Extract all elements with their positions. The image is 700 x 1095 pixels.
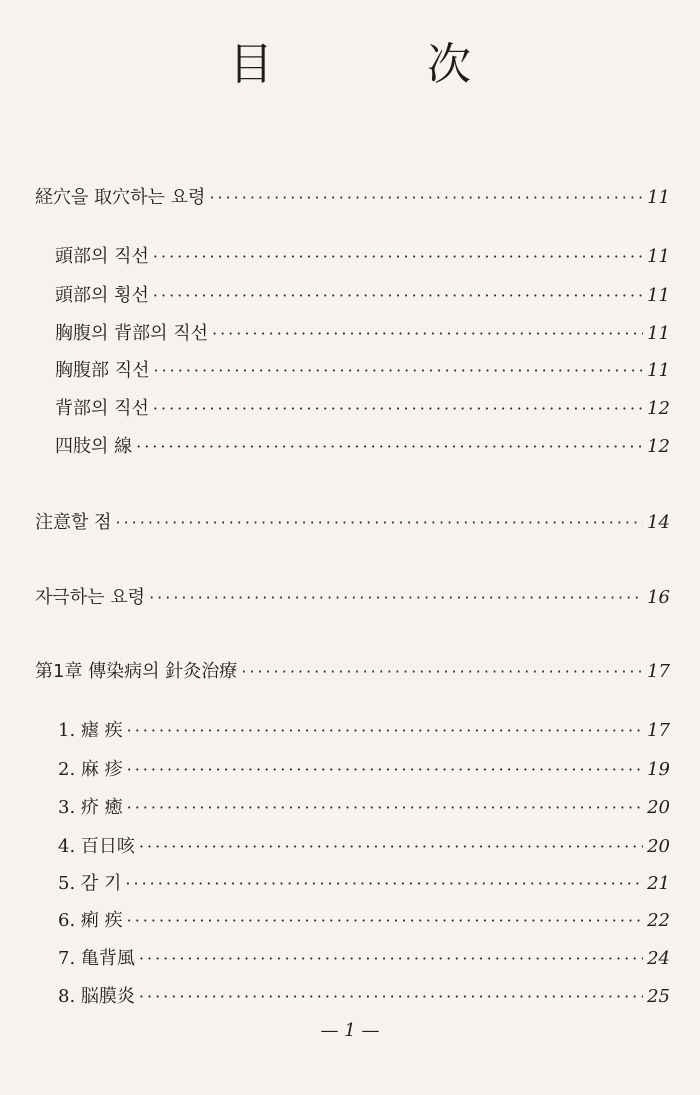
toc-page-number: 20 bbox=[647, 836, 670, 857]
leader-dots bbox=[212, 324, 643, 343]
toc-page-number: 11 bbox=[647, 246, 670, 267]
toc-chapter-item[interactable] bbox=[58, 869, 670, 895]
toc-page-number: 14 bbox=[647, 512, 670, 533]
toc-entry-label: 背部의 직선 bbox=[55, 398, 149, 419]
leader-dots bbox=[139, 987, 643, 1006]
toc-page-number: 11 bbox=[647, 360, 670, 381]
toc-page-number: 12 bbox=[647, 398, 670, 419]
leader-dots bbox=[241, 662, 643, 681]
toc-entry-label: 頭部의 직선 bbox=[55, 246, 149, 267]
toc-entry-label: 四肢의 線 bbox=[55, 436, 133, 457]
leader-dots bbox=[153, 286, 643, 305]
toc-chapter-item[interactable] bbox=[58, 982, 670, 1008]
toc-page-number: 20 bbox=[647, 797, 670, 818]
toc-entry-label: 胸腹의 背部의 직선 bbox=[55, 323, 208, 344]
leader-dots bbox=[116, 513, 644, 532]
toc-subsection-entry[interactable] bbox=[55, 356, 670, 382]
toc-chapter-1[interactable] bbox=[35, 657, 670, 683]
leader-dots bbox=[149, 588, 643, 607]
toc-page-number: 17 bbox=[647, 720, 670, 741]
toc-chapter-item[interactable] bbox=[58, 716, 670, 742]
toc-page-number: 24 bbox=[647, 948, 670, 969]
toc-page-number: 17 bbox=[647, 661, 670, 682]
toc-section-precautions[interactable] bbox=[35, 508, 670, 534]
leader-dots bbox=[127, 798, 643, 817]
toc-section-acupoint-locating[interactable] bbox=[35, 183, 670, 209]
toc-page-number: 11 bbox=[647, 285, 670, 306]
toc-page-number: 22 bbox=[647, 910, 670, 931]
toc-page-number: 16 bbox=[647, 587, 670, 608]
toc-page-number: 21 bbox=[647, 873, 670, 894]
toc-entry-label: 자극하는 요령 bbox=[35, 587, 146, 608]
toc-chapter-item[interactable] bbox=[58, 944, 670, 970]
leader-dots bbox=[209, 188, 643, 207]
toc-page-number: 25 bbox=[647, 986, 670, 1007]
toc-page-number: 11 bbox=[647, 323, 670, 344]
toc-entry-label: 6. 痢 疾 bbox=[58, 910, 123, 931]
toc-subsection-entry[interactable] bbox=[55, 394, 670, 420]
page-title: 目 次 bbox=[229, 39, 541, 90]
toc-page-number: 19 bbox=[647, 759, 670, 780]
toc-entry-label: 注意할 점 bbox=[35, 512, 112, 533]
toc-subsection-entry[interactable] bbox=[55, 281, 670, 307]
leader-dots bbox=[153, 399, 643, 418]
leader-dots bbox=[139, 949, 643, 968]
toc-entry-label: 第1章 傳染病의 針灸治療 bbox=[35, 661, 238, 682]
toc-entry-label: 胸腹部 직선 bbox=[55, 360, 150, 381]
toc-section-stimulation[interactable] bbox=[35, 583, 670, 609]
toc-entry-label: 3. 疥 癒 bbox=[58, 797, 123, 818]
toc-subsection-entry[interactable] bbox=[55, 432, 670, 458]
leader-dots bbox=[136, 437, 643, 456]
toc-entry-label: 2. 麻 疹 bbox=[58, 759, 123, 780]
leader-dots bbox=[127, 760, 643, 779]
toc-entry-label: 経穴을 取穴하는 요령 bbox=[35, 187, 206, 208]
toc-entry-label: 1. 瘧 疾 bbox=[58, 720, 123, 741]
leader-dots bbox=[154, 361, 644, 380]
toc-entry-label: 5. 감 기 bbox=[58, 873, 122, 894]
toc-chapter-item[interactable] bbox=[58, 906, 670, 932]
leader-dots bbox=[127, 911, 643, 930]
toc-chapter-item[interactable] bbox=[58, 832, 670, 858]
toc-page-number: 11 bbox=[647, 187, 670, 208]
toc-entry-label: 4. 百日咳 bbox=[58, 836, 135, 857]
toc-entry-label: 頭部의 횡선 bbox=[55, 285, 149, 306]
toc-subsection-entry[interactable] bbox=[55, 319, 670, 345]
toc-page-number: 12 bbox=[647, 436, 670, 457]
page-footer-number: — 1 — bbox=[320, 1020, 380, 1041]
toc-entry-label: 8. 脳膜炎 bbox=[58, 986, 135, 1007]
toc-chapter-item[interactable] bbox=[58, 793, 670, 819]
leader-dots bbox=[153, 247, 643, 266]
toc-entry-label: 7. 亀背風 bbox=[58, 948, 135, 969]
toc-subsection-entry[interactable] bbox=[55, 242, 670, 268]
leader-dots bbox=[127, 721, 643, 740]
toc-chapter-item[interactable] bbox=[58, 755, 670, 781]
leader-dots bbox=[139, 837, 643, 856]
leader-dots bbox=[125, 874, 643, 893]
